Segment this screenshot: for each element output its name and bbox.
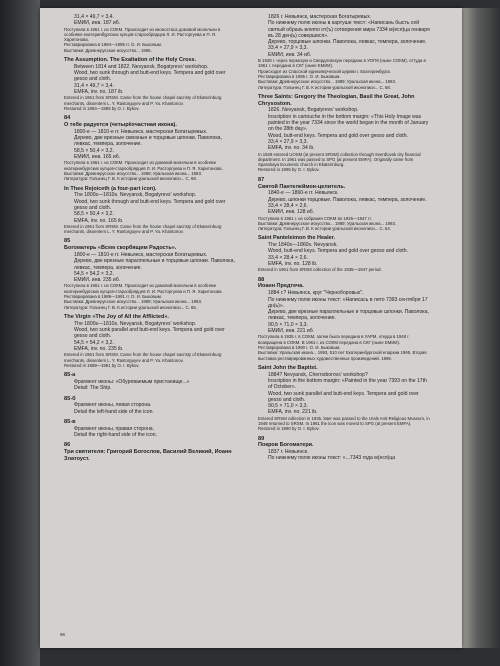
entry-number: 86 — [64, 442, 71, 449]
right-column — [258, 14, 432, 466]
catalog-entry — [258, 277, 432, 361]
entry-note: Поступила в 1961 г. из собрания СОКМ во 1935—1947 гг. — [258, 215, 372, 221]
entry-note: Entered in 1961 from SRSM collection of the 1935—1947 period. — [258, 267, 382, 273]
catalog-entry — [258, 436, 432, 462]
catalog-entry — [64, 57, 238, 111]
entry-detail: Фрагмент иконы, правая сторона. — [74, 425, 155, 432]
entry-note: Литература: Голынец Г. В. К истории уральской иконописи... С. 68. — [258, 84, 391, 90]
entry-detail: 33,4 × 27,9 × 3,3. — [268, 45, 308, 52]
entry-title: О тебе радуется (четырёхчастная икона). — [64, 122, 177, 129]
entry-note: Поступила в 1935 г. в СОКМ, затем была передана в УАРМ, откуда в 1948 г. возвращена в СОКМ. В 1961 г. из СОКМ передана в СКГ (ныне ЕМИИ). — [258, 334, 410, 345]
entry-title: Saint Panteleimon the Healer. — [258, 235, 336, 242]
entry-note: Поступила в 1961 г. из СОКМ. Происходит из домовой молельни в особняке екатеринбургских купцов-старообрядцев Л. И. Расторгуева и П. Я. Харитонова. — [64, 160, 223, 171]
catalog-entry — [64, 442, 238, 462]
entry-note: Литература: Голынец Г. В. К истории уральской иконописи... С. 64. — [258, 226, 391, 232]
entry-detail: Wood, two sunk through and butt-end keys. Tempera and gold over gesso and cloth. — [74, 198, 226, 211]
entry-number: 89 — [258, 435, 265, 442]
entry-number: 84 — [64, 115, 71, 122]
entry-note: Реставрирована в 1995 г. О. И. Быковым. — [258, 73, 341, 79]
entry-note: Entered in 1961 from SRSM. Came from the house chapel sacristy of Ekaterinburg merchants, dissenters L. Y. Rastorguyev and P. Ya. Kharitonov. — [64, 223, 222, 235]
catalog-entry — [258, 94, 432, 173]
entry-number: 87 — [258, 176, 265, 183]
entry-detail: Фрагмент иконы, левая сторона. — [74, 402, 152, 409]
entry-detail: EMFA, inv. no. 187 ib. — [74, 89, 124, 96]
entry-title: Святой Пантелеймон-целитель. — [258, 183, 346, 190]
entry-number: 85 — [64, 238, 71, 245]
entry-detail: Wood, butt-end keys. Tempera and gold over gesso and cloth. — [268, 132, 408, 139]
catalog-entry — [64, 372, 238, 391]
entry-detail: 90,5 × 71,0 × 3,3. — [268, 403, 308, 410]
entry-detail: 90,5 × 71,0 × 3,3. — [268, 321, 308, 328]
catalog-entry — [258, 177, 432, 232]
entry-detail: Дерево, две врезные параллельные и торцовые шпонки. Паволока, левкас, темпера, золочение. — [268, 309, 429, 322]
catalog-entry — [64, 14, 238, 53]
catalog-entry — [64, 396, 238, 415]
entry-number: 85-а — [64, 372, 76, 379]
catalog-entry — [64, 419, 238, 438]
entry-number: 85-в — [64, 418, 76, 425]
entry-detail: EMFA, inv. no. 235 ib. — [74, 345, 124, 352]
entry-detail: ЕМИИ, инв. 165 иб. — [74, 154, 121, 161]
entry-detail: Detail the right-hand side of the icon. — [74, 432, 157, 438]
entry-note: Литература: Голынец Г. В. К истории уральской иконописи... С. 68. — [64, 176, 197, 182]
entry-detail: Inscription in the bottom margin: «Painted in the year 7393 on the 17th of October». — [268, 377, 427, 391]
entry-note: Происходит из Спасской единоверческой церкви г. Екатеринбурга. — [258, 68, 391, 74]
entry-detail: Дерево, две врезные параллельные и торцовые шпонки. Паволока, левкас, темпера, золочение. — [74, 258, 235, 271]
entry-title: Три святителя: Григорий Богослов, Василий Великий, Иоанн Златоуст. — [64, 449, 232, 462]
entry-note: Выставки: Древнерусское искусство... 1989; Уральская икона... 1993. — [258, 220, 397, 226]
entry-detail: EMFA, inv. no. 34 ib. — [268, 145, 315, 152]
entry-note: Поступила в 1961 г. из СОКМ. Происходит из домовой молельни в особняке екатеринбургских купцов-старообрядцев Л. И. Расторгуева и П. Я. Харитонова. — [64, 283, 223, 294]
entry-detail: ЕМИИ, инв. 221 иб. — [268, 328, 315, 335]
entry-detail: Дерево, торцовые шпонки. Паволока, левкас, темпера, золочение. — [268, 39, 427, 46]
entry-note: Выставки: Древнерусское искусство... 1995. — [64, 47, 152, 53]
entry-note: Entered SRSM collection in 1935, later was passed to the Urals Anti-Religious Museum, in 1948 returned to SRSM. In 1961 the icon was moved to SPG (at present EMFA). — [258, 415, 430, 426]
entry-detail: 1826. Nevyansk, Bogatyrevs' workshop. — [268, 107, 359, 114]
entry-detail: The 1800s—1810s. Nevyansk, Bogatyrevs' workshop. — [74, 192, 197, 199]
entry-note: Реставрирована в 1984—1985 гг. О. И. Быковым. — [64, 42, 162, 48]
entry-detail: Wood, butt-end keys. Tempera and gold over gesso and cloth. — [268, 248, 408, 255]
entry-detail: EMFA, inv. no. 221 ib. — [268, 409, 318, 416]
entry-detail: Wood, two sunk parallel and butt-end keys. Tempera and gold over gesso and cloth. — [268, 390, 419, 403]
entry-detail: 33,4 × 27,9 × 3,3. — [268, 138, 308, 145]
entry-detail: Between 1814 and 1822. Nevyansk, Bogatyrevs' workshop. — [74, 63, 209, 70]
entry-detail: EMFA, inv. no. 165 ib. — [74, 217, 124, 224]
entry-note: Entered in 1961 from SRSM. Came from the house chapel sacristy of Ekaterinburg merchants, dissenters L. Y. Rastorguyev and P. Ya. Kharitonov. — [64, 95, 222, 106]
entry-detail: По нижнему полю иконы текст: «...7343 года м(еся)ца — [268, 455, 396, 462]
entry-detail: The 1840s—1860s. Nevyansk. — [268, 242, 338, 249]
entry-detail: EMFA, inv. no. 128 ib. — [268, 261, 318, 268]
entry-detail: ЕМИИ, инв. 34 иб. — [268, 51, 312, 58]
entry-detail: Wood, two sunk through and butt-end keys. Tempera and gold over gesso and cloth. — [74, 70, 226, 83]
entry-detail: Дерево, шпонки торцовые. Паволока, левкас, темпера, золочение. — [268, 196, 427, 203]
entry-title: Иоанн Предтеча. — [258, 283, 304, 290]
entry-detail: 54,5 × 54,2 × 3,2. — [74, 270, 114, 277]
entry-note: Литература: Голынец Г. В. К истории уральской иконописи... С. 65. — [64, 304, 197, 310]
entry-detail: По нижнему полю иконы в картуше текст: «Написань бысть сей святый образъ влеmо от(ъ) сотворения мира 7334 м(еся)ца генваря въ 28 ден(ь) совершися». — [268, 20, 430, 39]
entry-title: In Thee Rejoiceth (a four-part icon). — [64, 185, 157, 192]
entry-number: 85-б — [64, 395, 76, 402]
catalog-entry — [64, 115, 238, 181]
catalog-page — [40, 8, 462, 648]
page-number: 96 — [60, 632, 66, 637]
catalog-entry — [64, 238, 238, 310]
entry-detail: 33,4 × 28,4 × 2,6. — [268, 202, 308, 209]
entry-detail: 1884? Nevyansk, Chernoborovs' workshop? — [268, 371, 368, 378]
entry-note: Restored in 1995 by O. I. Bykov. — [258, 167, 320, 173]
entry-note: Реставрирована в 1989—1991 гг. О. И. Быковым. — [64, 294, 162, 300]
entry-detail: 33,4 × 28,4 × 2,6. — [268, 254, 308, 261]
entry-detail: 1800-е — 1810-е гг. Невьянск, мастерская Богатыревых. — [74, 128, 208, 135]
entry-detail: 1837 г. Невьянск. — [268, 449, 309, 456]
entry-detail: 54,5 × 54,2 × 3,2. — [74, 339, 114, 346]
entry-detail: ЕМИИ, инв. 187 иб. — [74, 20, 121, 27]
entry-title: The Assumption. The Exaltation of the Holy Cross. — [64, 57, 197, 64]
entry-detail: Inscription in cartouche in the bottom margin: «This Holy Image was painted in the year 7334 since the world began in the month of January on the 28th day». — [268, 113, 429, 133]
entry-detail: 31,4 × 49,7 × 3,4. — [74, 82, 114, 89]
entry-note: Выставки: Древнерусское искусство... 1989; Уральская икона... 1993. — [64, 299, 203, 305]
entry-detail: Wood, two sunk parallel and butt-end keys. Tempera and gold over gesso and cloth. — [74, 327, 225, 340]
entry-detail: 1826 г. Невьянск, мастерская Богатыревых. — [268, 14, 372, 20]
entry-title: Покров Богоматери. — [258, 442, 314, 449]
entry-detail: 58,5 × 50,4 × 3,2. — [74, 211, 114, 218]
catalog-entry — [258, 235, 432, 272]
catalog-entry — [64, 186, 238, 235]
entry-note: Restored in 1990 by O. I. Bykov. — [258, 426, 320, 432]
entry-title: The Virgin «The Joy of All the Afflicted». — [64, 313, 169, 320]
entry-detail: Detail: The Ship. — [74, 385, 112, 392]
entry-detail: 1800-е — 1810-е гг. Невьянск, мастерская Богатыревых. — [74, 251, 208, 258]
entry-title: Saint John the Baptist. — [258, 364, 318, 371]
entry-detail: По нижнему полю иконы текст: «Написась в лето 7393 сентября 17 дн(ь)». — [268, 296, 428, 309]
entry-note: Restored in 1984—1985 by O. I. Bykov. — [64, 105, 140, 111]
entry-detail: Detail the left-hand side of the icon. — [74, 408, 154, 415]
book-spine-shadow — [0, 0, 40, 666]
entry-detail: The 1800s—1810s. Nevyansk, Bogatyrevs' workshop. — [74, 320, 197, 327]
entry-note: In 1928 entered UOSM (at present SRSM) collection through Sverdlovsk city financial department. In 1961 was passed to SPG (at present EMFA). Originally came from Spasskaya Ecumenic church in Ekaterinburg. — [258, 151, 421, 168]
entry-note: Поступила в 1961 г. из СОКМ. Происходит из иконостаса домовой молельни в особняке екатеринбургских купцов-старообрядцев Л. И. Расторгуева и П. Я. Харитонова. — [64, 26, 221, 43]
entry-note: Выставки: Древнерусское искусство... 1989; Уральская икона... 1993. — [258, 79, 397, 85]
entry-note: Выставки: Древнерусское искусство... 1989; Уральская икона... 1993. — [64, 170, 203, 176]
entry-title: Богоматерь «Всем скорбящим Радость». — [64, 245, 177, 252]
entry-detail: 1884 г.? Невьянск, круг "Черноборовых". — [268, 290, 364, 297]
entry-note: Restored in 1989—1991 by O. I. Bykov. — [64, 362, 140, 368]
entry-note: В 1928 г. через пермскую и Свердловскую передана в УОГМ (ныне СОКМ), оттуда в 1961 г. передана в СКГ (ныне ЕМИИ). — [258, 58, 426, 69]
entry-detail: ЕМИИ, инв. 235 иб. — [74, 277, 121, 284]
catalog-entry — [258, 14, 432, 90]
left-column — [64, 14, 238, 467]
entry-number: 88 — [258, 276, 265, 283]
entry-detail: 58,5 × 50,4 × 3,2. — [74, 147, 114, 154]
entry-title: Three Saints: Gregory the Theologian, Basil the Great, John Chrysostom. — [258, 93, 415, 107]
entry-detail: Фрагмент иконы: «Обуреваемым пристанище...» — [74, 378, 190, 385]
entry-note: Реставрирована в 1990 г. О. И. Быковым. — [258, 344, 341, 350]
entry-note: Entered in 1961 from SRSM. Came from the house chapel sacristy of Ekaterinburg merchants, dissenters L. Y. Rastorguyev and P. Ya. Kharitonov. — [64, 352, 222, 363]
entry-detail: 31,4 × 49,7 × 3,4. — [74, 14, 114, 20]
catalog-entry — [258, 365, 432, 432]
entry-detail: Дерево, две врезные сквозные и торцовые шпонки. Паволока, левкас, темпера, золочение. — [74, 135, 222, 148]
entry-detail: ЕМИИ, инв. 128 иб. — [268, 209, 315, 216]
entry-detail: 1840-е — 1860-е гг. Невьянск. — [268, 190, 339, 197]
page-edge — [462, 8, 500, 648]
entry-note: Выставки: Уральская икона... 1993, 510 лет Екатеринбургской епархии 1995. Вторая выставка реставрированных художественных произведений. 1996. — [258, 350, 427, 361]
catalog-entry — [64, 314, 238, 368]
